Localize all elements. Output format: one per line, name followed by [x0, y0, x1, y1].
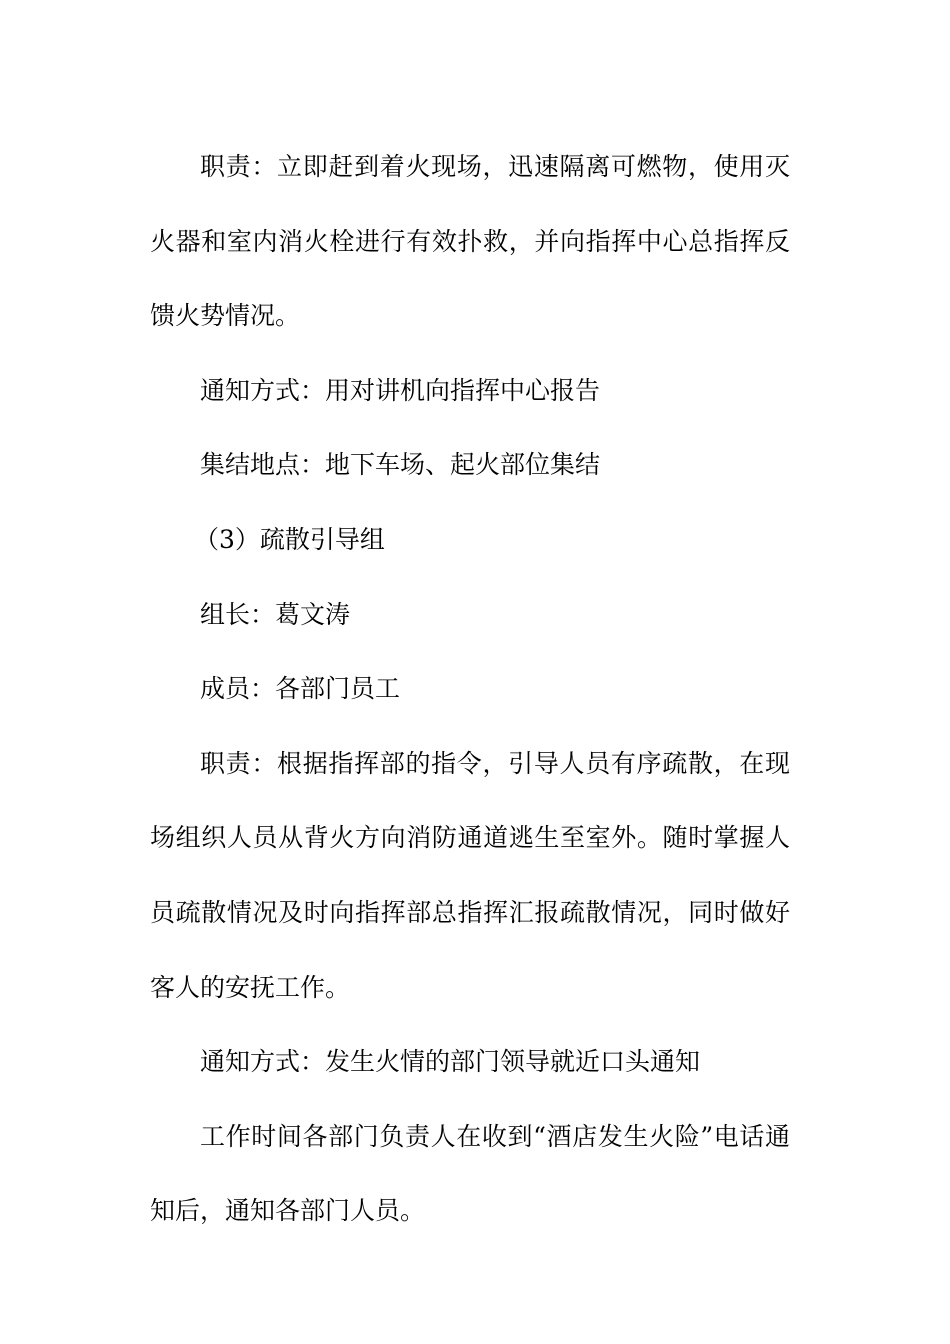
document-body [150, 130, 790, 1249]
paragraph-evacuation-leader: 组长：葛文涛 [200, 599, 351, 629]
section-heading-evacuation-group: （3）疏散引导组 [194, 524, 385, 554]
paragraph-working-hours-procedure: 工作时间各部门负责人在收到“酒店发生火险”电话通知后，通知各部门人员。 [150, 1121, 790, 1226]
paragraph-evacuation-notification: 通知方式：发生火情的部门领导就近口头通知 [200, 1047, 701, 1077]
paragraph-evacuation-duties: 职责：根据指挥部的指令，引导人员有序疏散，在现场组织人员从背火方向消防通道逃生至室外。随时掌握人员疏散情况及时向指挥部总指挥汇报疏散情况，同时做好客人的安抚工作。 [150, 748, 790, 1002]
paragraph-firefighting-notification: 通知方式：用对讲机向指挥中心报告 [200, 375, 601, 405]
paragraph-firefighting-assembly-point: 集结地点：地下车场、起火部位集结 [200, 450, 601, 480]
paragraph-firefighting-duties: 职责：立即赶到着火现场，迅速隔离可燃物，使用灭火器和室内消火栓进行有效扑救，并向指挥中心总指挥反馈火势情况。 [150, 152, 790, 331]
paragraph-evacuation-members: 成员：各部门员工 [200, 674, 401, 704]
